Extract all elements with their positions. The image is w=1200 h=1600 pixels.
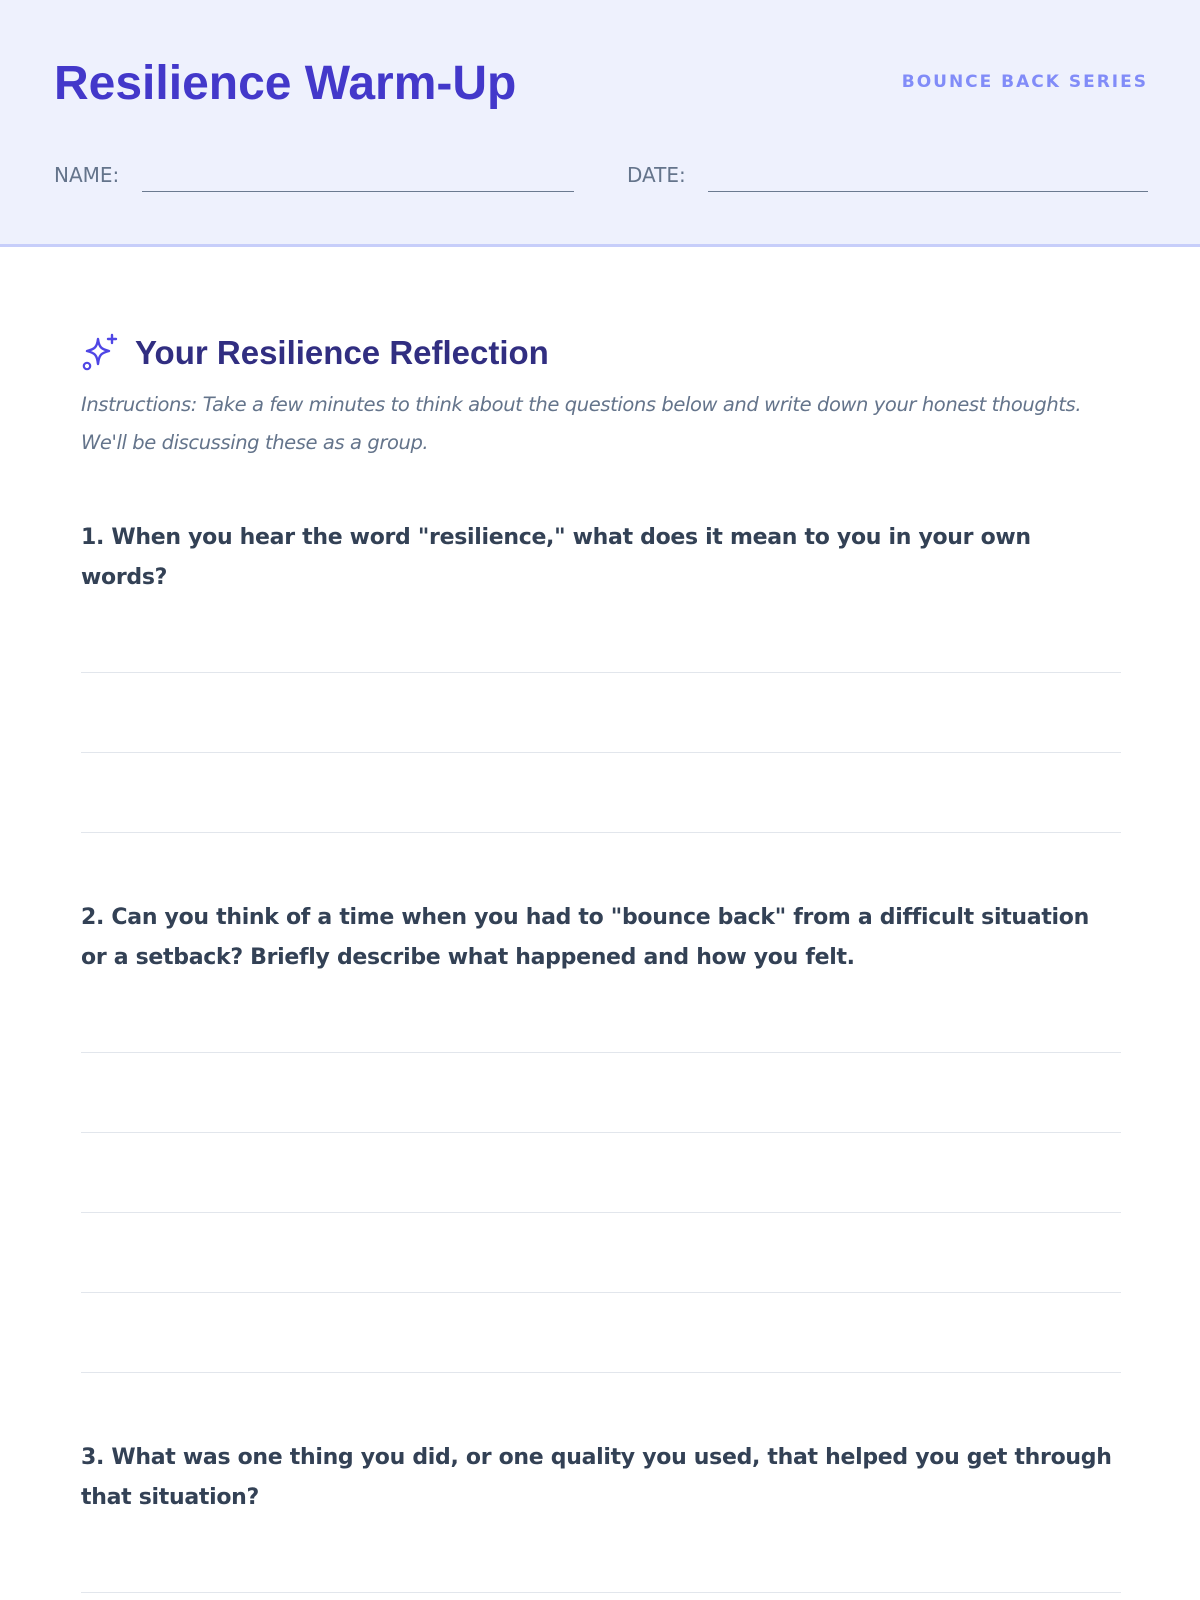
series-label: BOUNCE BACK SERIES — [901, 72, 1148, 92]
answer-line[interactable] — [81, 1592, 1121, 1593]
name-field[interactable] — [142, 191, 574, 192]
answer-line[interactable] — [81, 1132, 1121, 1133]
name-label: NAME: — [54, 163, 120, 187]
answer-line[interactable] — [81, 1292, 1121, 1293]
worksheet-title: Resilience Warm-Up — [54, 57, 517, 110]
question-3 — [81, 1438, 1121, 1518]
question-2 — [81, 898, 1121, 978]
answer-line[interactable] — [81, 1052, 1121, 1053]
answer-line[interactable] — [81, 1212, 1121, 1213]
date-field[interactable] — [708, 191, 1148, 192]
question-text: 1. When you hear the word "resilience," what does it mean to you in your own words? — [81, 525, 1031, 590]
sparkle-icon — [81, 333, 119, 371]
worksheet-header — [0, 0, 1200, 247]
question-text: 3. What was one thing you did, or one quality you used, that helped you get through that situation? — [81, 1445, 1112, 1510]
instructions-text: Instructions: Take a few minutes to think about the questions below and write down your honest thoughts. We'll be discussing these as a group. — [81, 393, 1082, 454]
section-header — [81, 300, 1121, 371]
answer-line[interactable] — [81, 752, 1121, 753]
answer-line[interactable] — [81, 672, 1121, 673]
worksheet-body — [81, 300, 1121, 1510]
answer-line[interactable] — [81, 832, 1121, 833]
section-title: Your Resilience Reflection — [135, 334, 549, 371]
date-label: DATE: — [627, 163, 686, 187]
question-text: 2. Can you think of a time when you had to "bounce back" from a difficult situation or a setback? Briefly describe what happened and how you felt. — [81, 905, 1089, 970]
question-1 — [81, 518, 1121, 598]
answer-line[interactable] — [81, 1372, 1121, 1373]
